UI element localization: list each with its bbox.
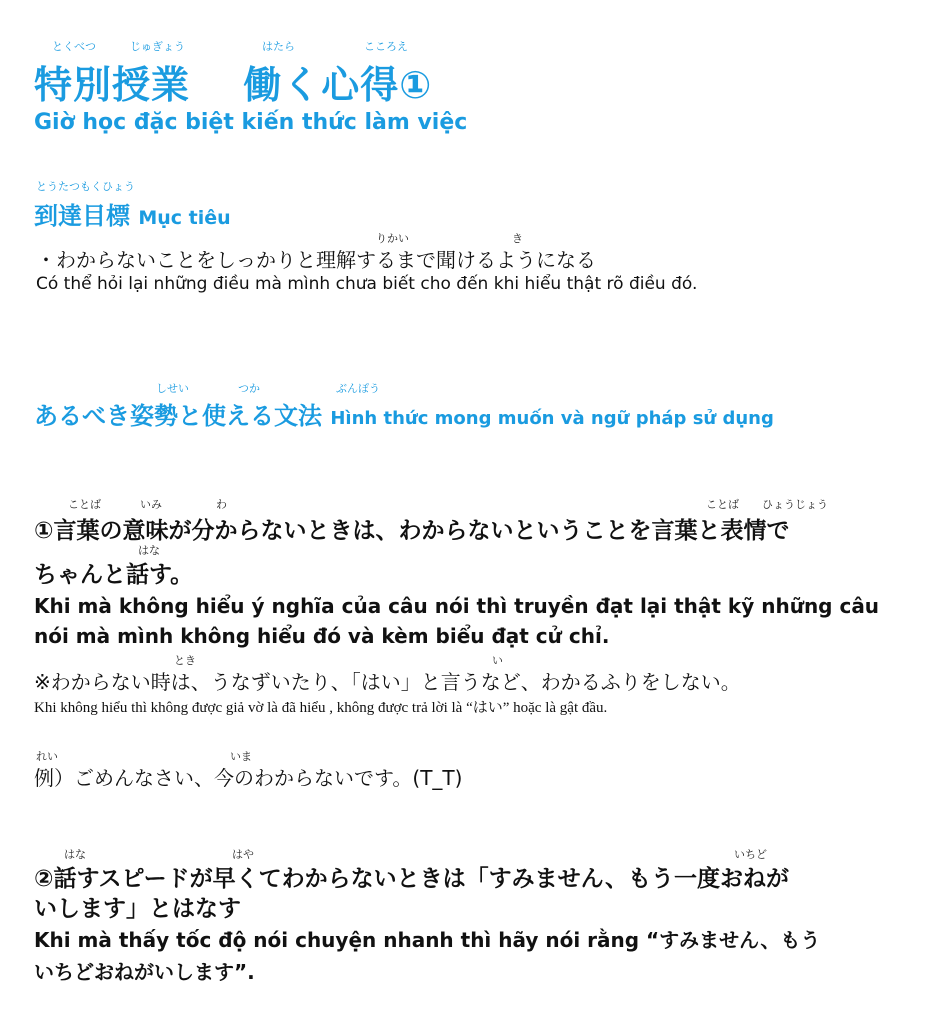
goal-heading <box>34 196 231 231</box>
ruby-ima: いま <box>230 750 252 763</box>
goal-heading-vi: Mục tiêu <box>138 207 231 229</box>
ruby-hana2: はな <box>64 848 86 861</box>
ruby-rikai: りかい <box>376 232 409 245</box>
title-ruby-tokubetsu: とくべつ <box>52 40 96 53</box>
ruby-tsuka: つか <box>238 382 260 395</box>
ruby-ichido: いちど <box>734 848 767 861</box>
title-ruby-kokoroe: こころえ <box>364 40 408 53</box>
ruby-toki: とき <box>174 654 196 667</box>
ruby-imi: いみ <box>140 498 162 511</box>
ruby-kotoba: ことば <box>68 498 101 511</box>
item2-vi-line2: いちどおねがいします”. <box>34 960 255 984</box>
goal-line-vi: Có thể hỏi lại những điều mà mình chưa biết cho đến khi hiểu thật rõ điều đó. <box>36 274 698 294</box>
goal-heading-ja: 到達目標 <box>34 202 130 230</box>
ruby-kotoba2: ことば <box>706 498 739 511</box>
ruby-rei: れい <box>36 750 58 763</box>
ruby-bunpou: ぶんぽう <box>336 382 380 395</box>
page-title-vi: Giờ học đặc biệt kiến thức làm việc <box>34 110 468 135</box>
ruby-hana: はな <box>138 544 160 557</box>
item2-line2-ja: いします」とはなす <box>34 896 241 922</box>
ruby-wa: わ <box>216 498 227 511</box>
item1-vi-line1: Khi mà không hiểu ý nghĩa của câu nói thì truyền đạt lại thật kỹ những câu <box>34 594 880 618</box>
attitude-heading-ja: あるべき姿勢と使える文法 <box>34 402 322 430</box>
attitude-heading-vi: Hình thức mong muốn và ngữ pháp sử dụng <box>330 408 774 429</box>
page-title: 特別授業 働く心得① <box>34 63 433 107</box>
item1-line1-ja: ①言葉の意味が分からないときは、わからないということを言葉と表情で <box>34 518 790 544</box>
goal-line-ja: ・わからないことをしっかりと理解するまで聞けるようになる <box>36 248 596 272</box>
title-ruby-hatara: はたら <box>262 40 295 53</box>
item1-line2-ja: ちゃんと話す。 <box>34 562 194 588</box>
item1-note-ja: ※わからない時は、うなずいたり、「はい」と言うなど、わかるふりをしない。 <box>34 670 741 694</box>
title-ruby-jugyou: じゅぎょう <box>130 40 185 53</box>
ruby-shisei: しせい <box>156 382 189 395</box>
attitude-heading <box>34 396 774 431</box>
item2-line1-ja: ②話すスピードが早くてわからないときは「すみません、もう一度おねが <box>34 866 790 892</box>
ruby-ki: き <box>512 232 523 245</box>
goal-ruby: とうたつもくひょう <box>36 180 135 193</box>
ruby-hyoujou: ひょうじょう <box>762 498 828 511</box>
ruby-haya: はや <box>232 848 254 861</box>
item1-vi-line2: nói mà mình không hiểu đó và kèm biểu đạt cử chỉ. <box>34 624 610 648</box>
item2-vi-line1: Khi mà thấy tốc độ nói chuyện nhanh thì hãy nói rằng “すみません、もう <box>34 928 821 952</box>
ruby-i: い <box>492 654 503 667</box>
item1-example: 例）ごめんなさい、今のわからないです。(T_T) <box>34 766 463 790</box>
item1-note-vi: Khi không hiểu thì không được giả vờ là đã hiểu , không được trả lời là “はい” hoặc là gật đầu. <box>34 700 608 716</box>
